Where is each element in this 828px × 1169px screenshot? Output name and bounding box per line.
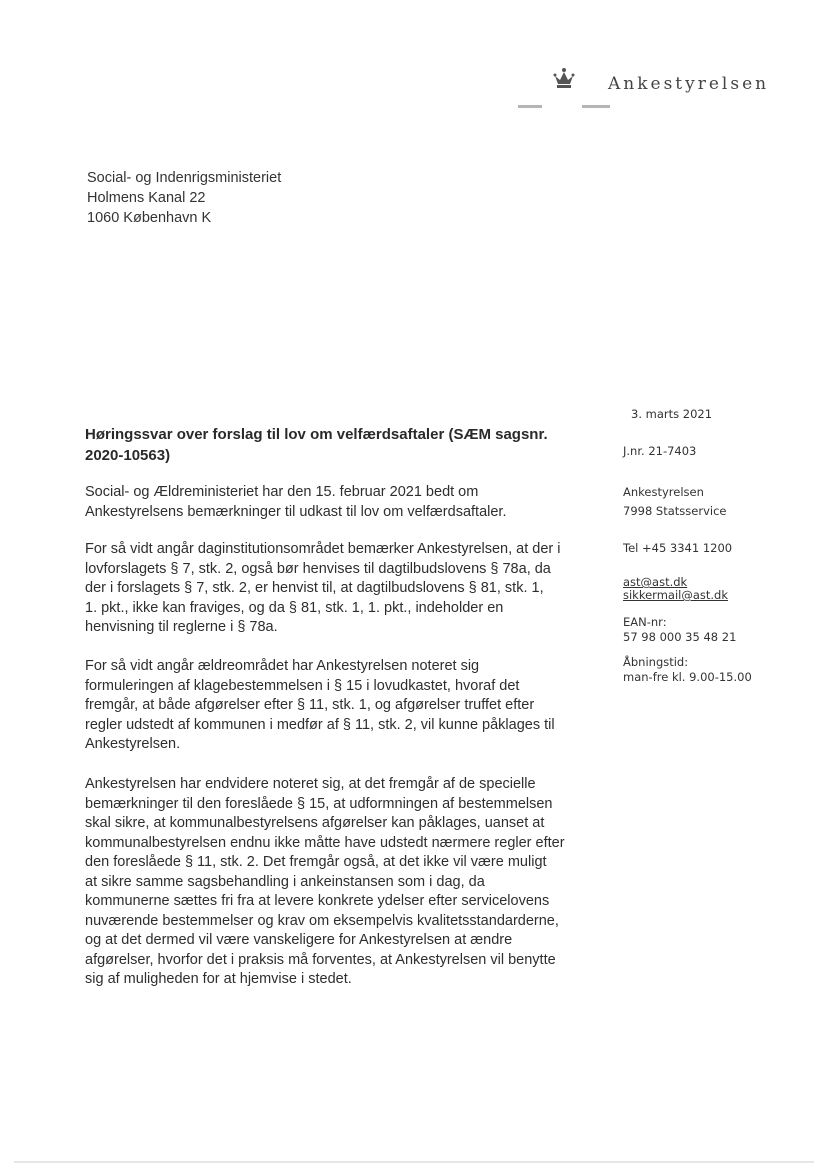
body-line: kommunerne sættes fri fra at levere konkrete ydelser efter servicelovens [85,893,550,909]
recipient-line: 1060 København K [87,210,212,226]
email-block [623,576,728,602]
recipient-line: Holmens Kanal 22 [87,190,206,206]
body-line: formuleringen af klagebestemmelsen i § 15 i lovudkastet, hvoraf det [85,677,520,694]
letterhead-bar-right [582,105,610,108]
secure-email-link[interactable]: sikkermail@ast.dk [623,588,728,602]
body-line: henvisning til reglerne i § 78a. [85,619,278,635]
body-line: For så vidt angår ældreområdet har Ankestyrelsen noteret sig [85,658,480,674]
body-line: fremgår, at både afgørelser efter § 11, stk. 1, og afgørelser truffet efter [85,697,535,713]
journal-number: J.nr. 21-7403 [623,444,697,458]
email-link[interactable]: ast@ast.dk [623,575,688,589]
sender-address [623,483,726,521]
sender-line: Ankestyrelsen [623,485,704,499]
body-line: kommunalbestyrelsen endnu ikke måtte have udstedt nærmere regler efter [85,834,565,851]
body-line: 1. pkt., ikke kan fraviges, og da § 81, stk. 1, 1. pkt., indeholder en [85,599,504,616]
subject-line: 2020-10563) [85,447,171,464]
body-paragraph [85,775,565,990]
body-line: Ankestyrelsens bemærkninger til udkast til lov om velfærdsaftaler. [85,503,507,520]
ean-block [623,615,736,645]
body-line: regler udstedt af kommunen i medfør af § 11, stk. 2, vil kunne påklages til [85,716,555,733]
hours-value: man-fre kl. 9.00-15.00 [623,670,752,684]
body-line: For så vidt angår daginstitutionsområdet bemærker Ankestyrelsen, at der i [85,541,561,557]
body-paragraph [85,657,555,755]
letter-subject [85,424,605,466]
body-line: Ankestyrelsen har endvidere noteret sig, at det fremgår af de specielle [85,776,536,792]
body-line: lovforslagets § 7, stk. 2, også bør henvises til dagtilbudslovens § 78a, da [85,560,551,577]
body-line: Social- og Ældreministeriet har den 15. februar 2021 bedt om [85,484,479,500]
body-line: den foreslåede § 11, stk. 2. Det fremgår også, at det ikke vil være muligt [85,854,547,870]
body-line: nuværende bestemmelser og krav om eksempelvis kvalitetsstandarderne, [85,912,559,929]
ean-label: EAN-nr: [623,615,667,629]
letterhead-bar-left [518,105,542,108]
ean-value: 57 98 000 35 48 21 [623,630,737,644]
letter-date: 3. marts 2021 [631,407,713,421]
phone-number: Tel +45 3341 1200 [623,541,733,555]
org-logo-text: Ankestyrelsen [608,74,770,94]
body-paragraph [85,540,561,638]
sender-line: 7998 Statsservice [623,504,727,518]
body-line: der i forslagets § 7, stk. 2, er henvist til, at dagtilbudslovens § 81, stk. 1, [85,580,544,596]
crown-icon [551,66,577,92]
body-line: afgørelser, hvorfor det i praksis må forventes, at Ankestyrelsen vil benytte [85,951,556,968]
hours-label: Åbningstid: [623,655,689,669]
body-line: at sikre samme sagsbehandling i ankeinstansen som i dag, da [85,873,485,890]
body-paragraph [85,483,506,522]
body-line: sig af muligheden for at hjemvise i stedet. [85,971,352,987]
body-line: og at det dermed vil være vanskeligere for Ankestyrelsen at ændre [85,932,513,948]
body-line: skal sikre, at kommunalbestyrelsens afgørelser kan påklages, uanset at [85,815,545,831]
body-line: bemærkninger til den foreslåede § 15, at udformningen af bestemmelsen [85,795,553,812]
page-bottom-rule [14,1161,814,1163]
recipient-line: Social- og Indenrigsministeriet [87,170,282,186]
recipient-address [87,168,281,228]
opening-hours [623,655,752,685]
body-line: Ankestyrelsen. [85,736,181,752]
subject-line: Høringssvar over forslag til lov om velfærdsaftaler (SÆM sagsnr. [85,426,548,443]
